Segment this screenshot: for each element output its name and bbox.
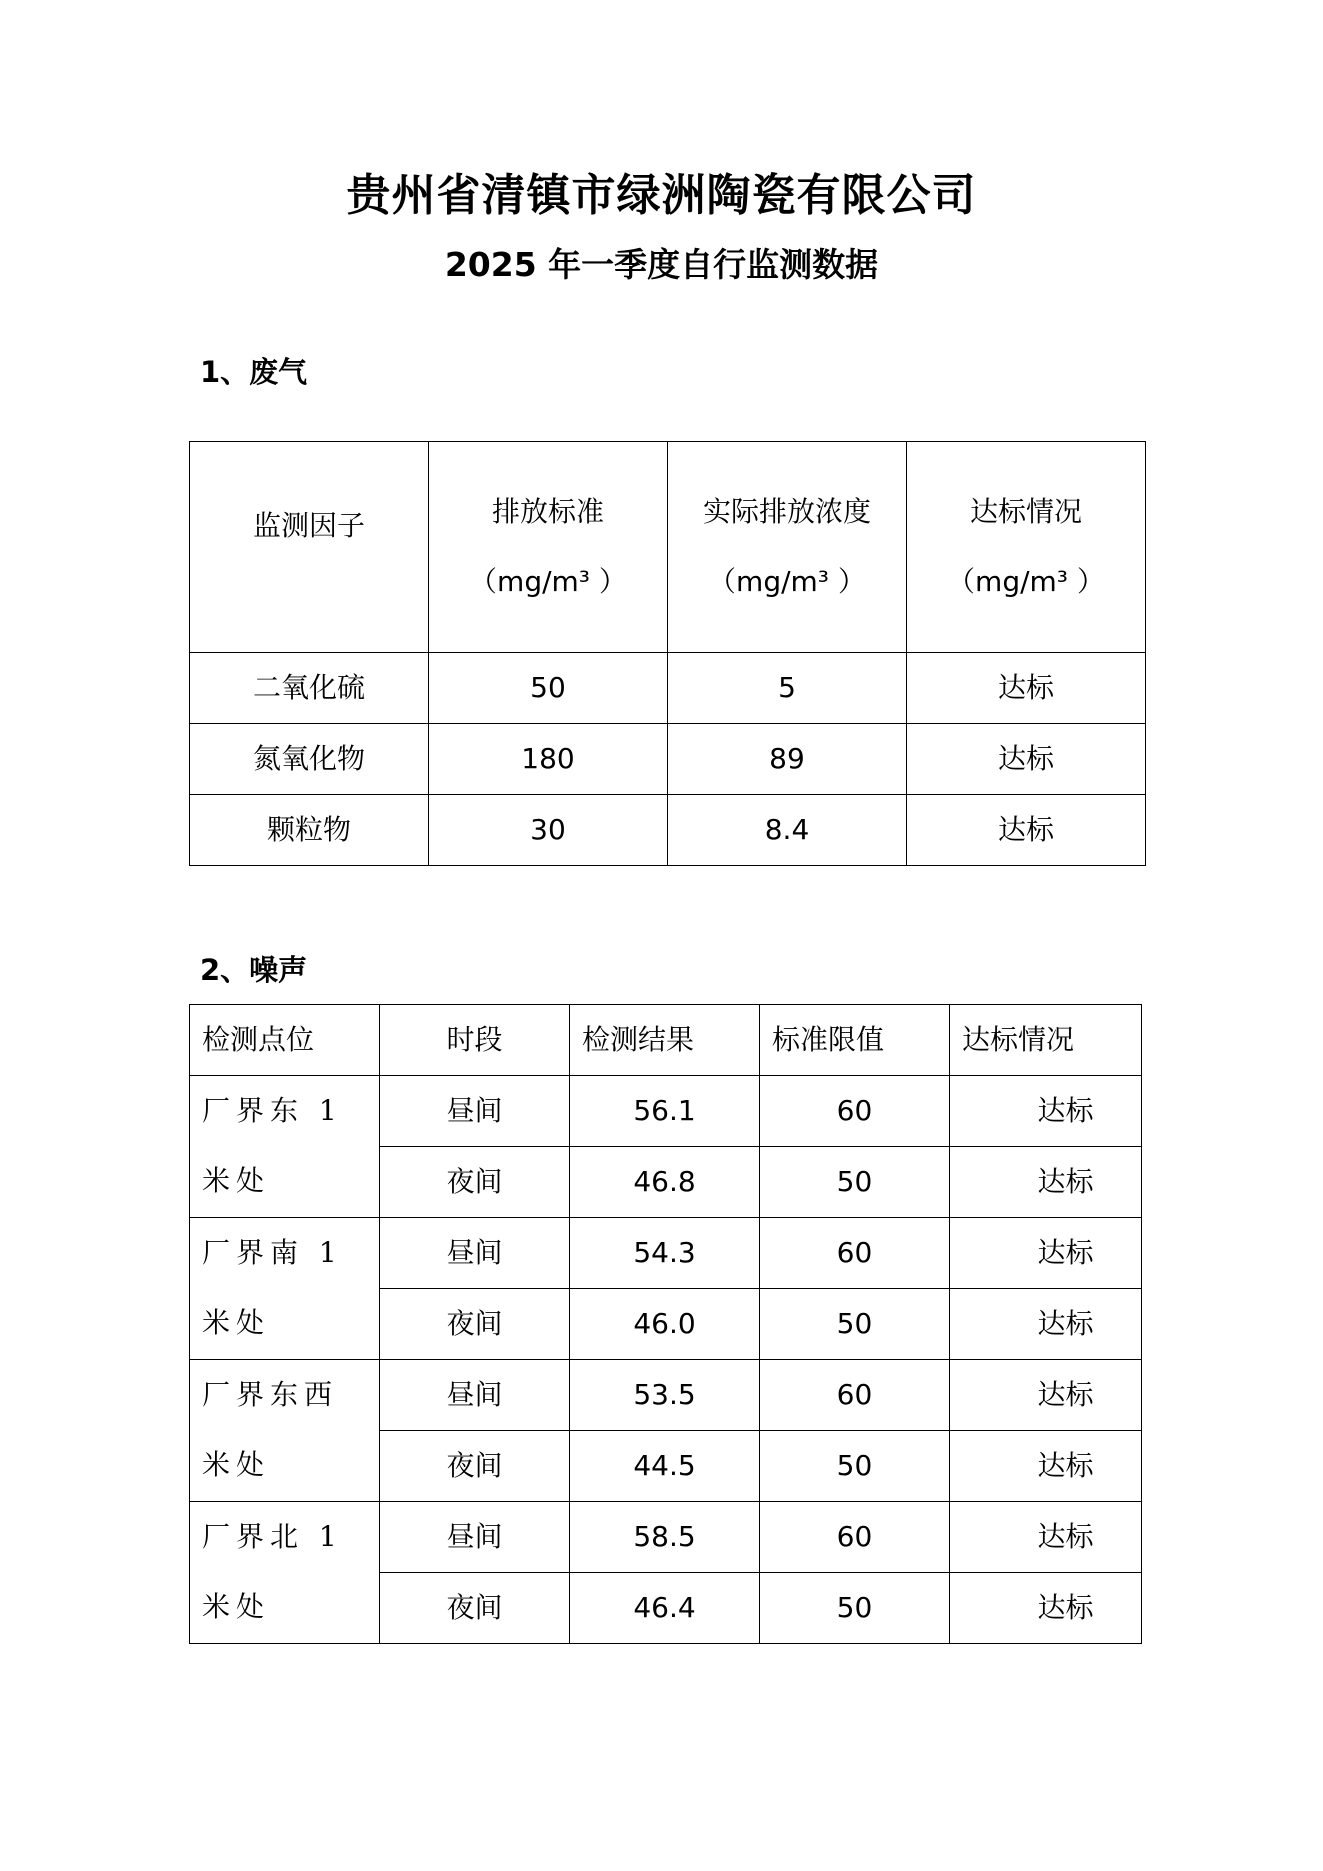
header-status-label: 达标情况 bbox=[969, 495, 1082, 528]
exhaust-table bbox=[189, 441, 1146, 866]
period-cell: 昼间 bbox=[380, 1502, 570, 1573]
result-cell: 56.1 bbox=[570, 1076, 760, 1147]
header-location: 检测点位 bbox=[190, 1005, 380, 1076]
period-cell: 昼间 bbox=[380, 1076, 570, 1147]
result-cell: 53.5 bbox=[570, 1360, 760, 1431]
limit-cell: 50 bbox=[760, 1573, 950, 1644]
header-status bbox=[907, 442, 1146, 653]
location-cell: 厂界东西米处 bbox=[190, 1360, 380, 1502]
limit-cell: 50 bbox=[760, 1147, 950, 1218]
noise-header-row bbox=[190, 1005, 1142, 1076]
status-cell: 达标 bbox=[950, 1147, 1142, 1218]
status-cell: 达标 bbox=[907, 795, 1146, 866]
limit-cell: 60 bbox=[760, 1360, 950, 1431]
factor-cell: 氮氧化物 bbox=[190, 724, 429, 795]
period-cell: 昼间 bbox=[380, 1360, 570, 1431]
limit-cell: 60 bbox=[760, 1502, 950, 1573]
result-cell: 54.3 bbox=[570, 1218, 760, 1289]
header-status: 达标情况 bbox=[950, 1005, 1142, 1076]
result-cell: 46.8 bbox=[570, 1147, 760, 1218]
header-factor-label: 监测因子 bbox=[252, 509, 365, 542]
document-subtitle: 2025 年一季度自行监测数据 bbox=[444, 245, 879, 284]
table-row bbox=[190, 724, 1146, 795]
status-cell: 达标 bbox=[950, 1218, 1142, 1289]
table-row bbox=[190, 1360, 1142, 1431]
exhaust-section-heading: 1、废气 bbox=[200, 355, 308, 389]
header-standard-unit: （mg/m³ ） bbox=[469, 565, 627, 598]
standard-cell: 180 bbox=[429, 724, 668, 795]
result-cell: 58.5 bbox=[570, 1502, 760, 1573]
period-cell: 夜间 bbox=[380, 1289, 570, 1360]
period-cell: 夜间 bbox=[380, 1573, 570, 1644]
status-cell: 达标 bbox=[950, 1360, 1142, 1431]
status-cell: 达标 bbox=[950, 1573, 1142, 1644]
header-limit: 标准限值 bbox=[760, 1005, 950, 1076]
table-row bbox=[190, 795, 1146, 866]
noise-table bbox=[189, 1004, 1142, 1644]
header-factor bbox=[190, 442, 429, 653]
limit-cell: 60 bbox=[760, 1218, 950, 1289]
status-cell: 达标 bbox=[907, 724, 1146, 795]
period-cell: 夜间 bbox=[380, 1147, 570, 1218]
limit-cell: 60 bbox=[760, 1076, 950, 1147]
table-row bbox=[190, 1502, 1142, 1573]
location-cell: 厂界东 1 米处 bbox=[190, 1076, 380, 1218]
table-row bbox=[190, 1218, 1142, 1289]
result-cell: 46.4 bbox=[570, 1573, 760, 1644]
status-cell: 达标 bbox=[950, 1289, 1142, 1360]
standard-cell: 30 bbox=[429, 795, 668, 866]
standard-cell: 50 bbox=[429, 653, 668, 724]
header-status-unit: （mg/m³ ） bbox=[947, 565, 1105, 598]
header-standard bbox=[429, 442, 668, 653]
actual-cell: 8.4 bbox=[668, 795, 907, 866]
result-cell: 44.5 bbox=[570, 1431, 760, 1502]
noise-section-heading: 2、噪声 bbox=[200, 953, 308, 987]
header-standard-label: 排放标准 bbox=[491, 495, 604, 528]
header-period: 时段 bbox=[380, 1005, 570, 1076]
header-actual-label: 实际排放浓度 bbox=[702, 495, 871, 528]
actual-cell: 5 bbox=[668, 653, 907, 724]
status-cell: 达标 bbox=[950, 1431, 1142, 1502]
period-cell: 夜间 bbox=[380, 1431, 570, 1502]
period-cell: 昼间 bbox=[380, 1218, 570, 1289]
location-cell: 厂界北 1 米处 bbox=[190, 1502, 380, 1644]
factor-cell: 二氧化硫 bbox=[190, 653, 429, 724]
exhaust-header-row bbox=[190, 442, 1146, 653]
table-row bbox=[190, 1076, 1142, 1147]
header-result: 检测结果 bbox=[570, 1005, 760, 1076]
table-row bbox=[190, 653, 1146, 724]
status-cell: 达标 bbox=[907, 653, 1146, 724]
document-title: 贵州省清镇市绿洲陶瓷有限公司 bbox=[346, 170, 977, 221]
status-cell: 达标 bbox=[950, 1502, 1142, 1573]
header-actual bbox=[668, 442, 907, 653]
limit-cell: 50 bbox=[760, 1431, 950, 1502]
header-actual-unit: （mg/m³ ） bbox=[708, 565, 866, 598]
status-cell: 达标 bbox=[950, 1076, 1142, 1147]
factor-cell: 颗粒物 bbox=[190, 795, 429, 866]
result-cell: 46.0 bbox=[570, 1289, 760, 1360]
limit-cell: 50 bbox=[760, 1289, 950, 1360]
actual-cell: 89 bbox=[668, 724, 907, 795]
location-cell: 厂界南 1 米处 bbox=[190, 1218, 380, 1360]
